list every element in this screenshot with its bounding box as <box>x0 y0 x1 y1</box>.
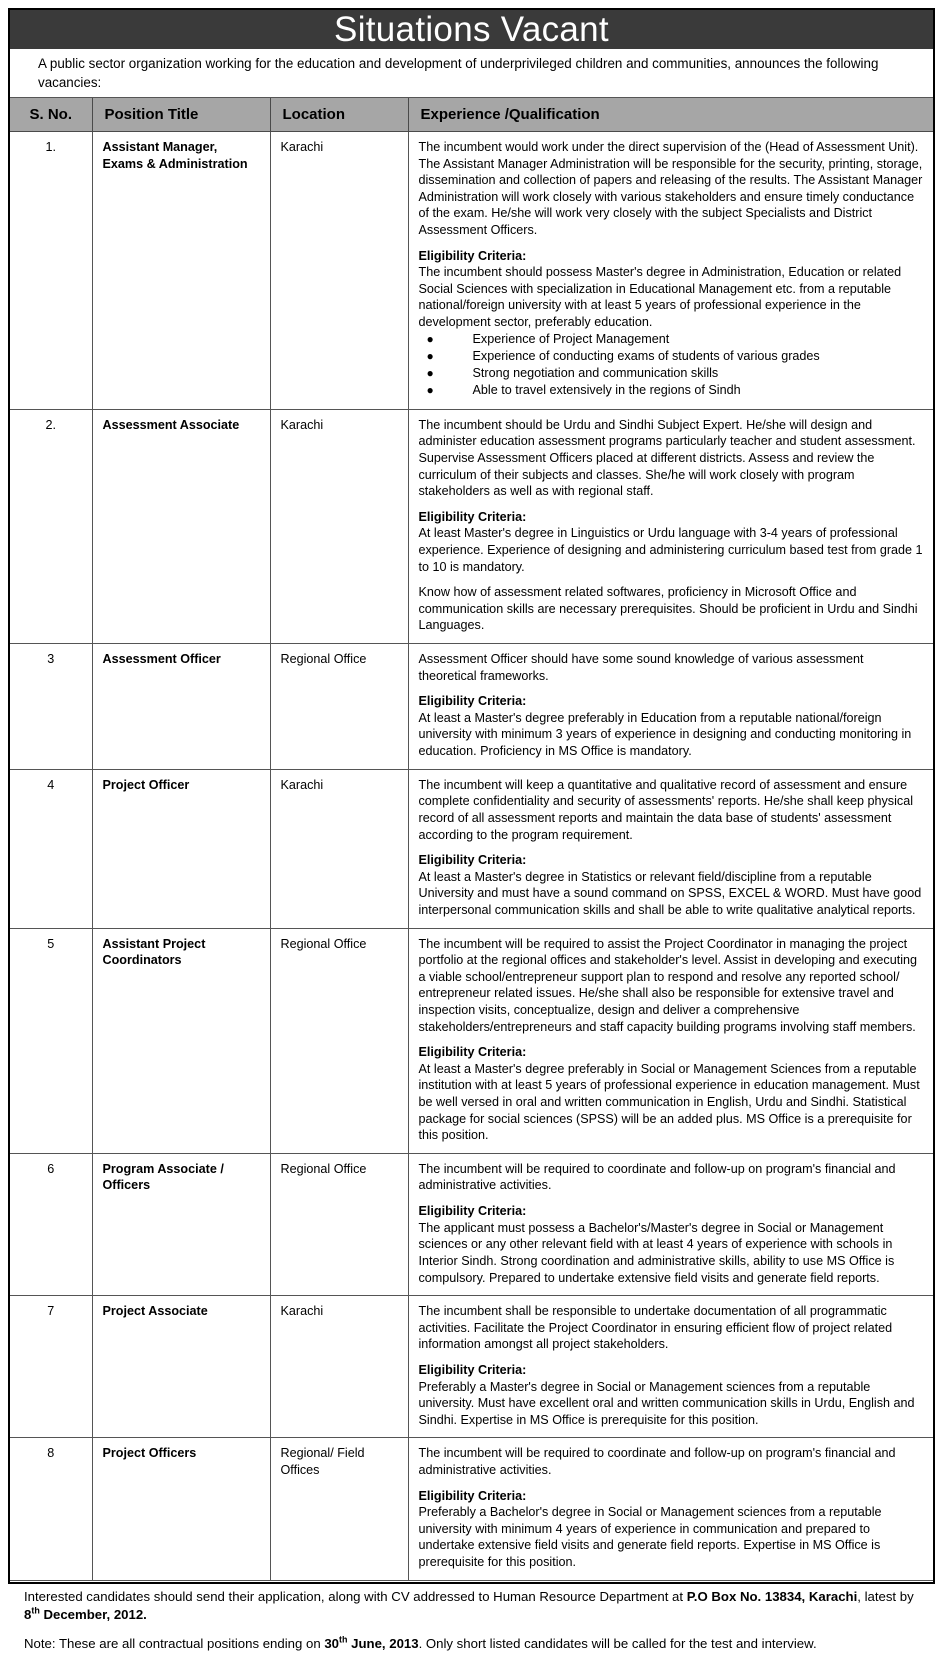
cell-experience-qualification <box>408 644 933 770</box>
eligibility-heading: Eligibility Criteria: <box>418 1045 527 1060</box>
list-item <box>419 365 924 382</box>
cell-position-title: Assessment Associate <box>92 409 270 643</box>
cell-sno: 3 <box>10 644 92 770</box>
job-description: The incumbent will be required to coordinate and follow-up on program's financial and administrative activities. <box>418 1446 896 1477</box>
eligibility-text: At least Master's degree in Linguistics or Urdu language with 3-4 years of professional experience. Experience of designing and administering curriculum based test from grade 1 to 10 is mandatory. <box>418 526 923 574</box>
po-box-address: P.O Box No. 13834, Karachi <box>686 1588 858 1604</box>
cell-position-title: Assistant Project Coordinators <box>92 928 270 1153</box>
list-item-label: Experience of Project Management <box>472 331 670 346</box>
note-suffix: . Only short listed candidates will be called for the test and interview. <box>418 1635 817 1651</box>
cell-sno: 2. <box>10 409 92 643</box>
cell-experience-qualification <box>408 409 933 643</box>
bullet-icon: ● <box>426 348 434 363</box>
eligibility-text: The incumbent should possess Master's degree in Administration, Education or related Social Sciences with specialization in Educational Management etc. from a reputable national/foreign university with at least 5 years of professional experience in the development sector, preferably education. <box>418 265 902 330</box>
bullet-icon: ● <box>426 383 434 398</box>
eligibility-heading: Eligibility Criteria: <box>418 509 527 524</box>
list-item-label: Strong negotiation and communication skills <box>472 366 719 381</box>
cell-position-title: Assistant Manager, Exams & Administration <box>92 132 270 410</box>
vacancies-table <box>10 98 933 1581</box>
cell-sno: 5 <box>10 928 92 1153</box>
title-banner <box>10 10 933 49</box>
eligibility-heading: Eligibility Criteria: <box>418 1362 527 1377</box>
cell-sno: 1. <box>10 132 92 410</box>
application-mid: , latest by <box>857 1588 914 1604</box>
eligibility-block <box>419 248 924 331</box>
cell-location: Karachi <box>270 769 408 928</box>
cell-position-title: Assessment Officer <box>92 644 270 770</box>
eligibility-text: Preferably a Bachelor's degree in Social or Management sciences from a reputable university with minimum 4 years of experience in communication and prepared to undertake extensive field visits and generate field reports. Expertise in MS Office is prerequisite for this position. <box>418 1505 882 1570</box>
note-prefix: Note: These are all contractual positions ending on <box>24 1635 325 1651</box>
intro-paragraph: A public sector organization working for the education and development of underprivileged children and communities, announces the following vacancies: <box>10 49 933 98</box>
eligibility-heading: Eligibility Criteria: <box>418 1488 527 1503</box>
list-item <box>419 348 924 365</box>
cell-sno: 7 <box>10 1296 92 1438</box>
table-row <box>10 1296 933 1438</box>
eligibility-block <box>419 1362 924 1428</box>
list-item <box>419 331 924 348</box>
table-row <box>10 1153 933 1295</box>
cell-position-title: Project Officers <box>92 1438 270 1580</box>
eligibility-text: Preferably a Master's degree in Social or Management sciences from a reputable university. Must have excellent oral and written communication skills in Urdu, English and Sindhi. Expertise in MS Office is prerequisite for this position. <box>418 1379 915 1427</box>
job-description: The incumbent shall be responsible to undertake documentation of all programmatic activities. Facilitate the Project Coordinator in ensuring efficient flow of project related information amongst all project stakeholders. <box>418 1304 893 1352</box>
job-description: The incumbent would work under the direct supervision of the (Head of Assessment Unit). The Assistant Manager Administration will be responsible for the security, printing, storage, dissemination and collection of papers and releasing of the results. The Assistant Manager Administration will work closely with various stakeholders and ensure timely conductance of the exam. He/she will work very closely with the subject Specialists and District Assessment Officers. <box>418 140 923 238</box>
bullet-icon: ● <box>426 331 434 346</box>
contract-note <box>24 1635 919 1653</box>
contract-end-date <box>324 1636 418 1651</box>
eligibility-block <box>419 1203 924 1286</box>
column-header-sno: S. No. <box>10 98 92 132</box>
job-description: The incumbent should be Urdu and Sindhi Subject Expert. He/she will design and administer education assessment programs particularly teacher and student assessment. Supervise Assessment Officers placed at different districts. Assess and review the curriculum of their subjects and classes. She/he will work closely with program stakeholders as well as with regional staff. <box>418 417 916 499</box>
table-row <box>10 1438 933 1580</box>
cell-experience-qualification <box>408 132 933 410</box>
job-description: The incumbent will be required to assist the Project Coordinator in managing the project portfolio at the regional offices and stakeholder's level. Assist in developing and executing a viable school/entrepreneur support plan to respond and resolve any reported school/ entrepreneur related issues. He/she shall also be responsible for extensive travel and inspection visits, conceptualize, design and deliver a comprehensive stakeholders/entrepreneurs and staff capacity building programs involving staff members. <box>418 936 918 1034</box>
deadline-rest: December, 2012. <box>39 1607 147 1623</box>
advertisement-frame <box>8 8 935 1651</box>
cell-location: Regional/ Field Offices <box>270 1438 408 1580</box>
table-row <box>10 132 933 410</box>
deadline-ordinal: th <box>31 1605 40 1616</box>
cell-position-title: Program Associate / Officers <box>92 1153 270 1295</box>
job-description: The incumbent will be required to coordinate and follow-up on program's financial and administrative activities. <box>418 1161 896 1193</box>
application-instructions <box>24 1588 919 1625</box>
deadline-date <box>24 1607 147 1622</box>
eligibility-block <box>419 509 924 575</box>
eligibility-text: At least a Master's degree preferably in Social or Management Sciences from a reputable institution with at least 5 years of professional experience in education management. Must be well versed in oral and written communication in English, Urdu and Sindhi. Statistical package for social sciences (SPSS) will be an added plus. MS Office is a prerequisite for this position. <box>418 1061 920 1143</box>
list-item-label: Able to travel extensively in the regions of Sindh <box>472 383 741 398</box>
eligibility-text: At least a Master's degree preferably in Education from a reputable national/foreign university with minimum 3 years of experience in designing and conducting monitoring in education. Proficiency in MS Office is mandatory. <box>418 710 912 759</box>
deadline-day: 8 <box>24 1607 32 1623</box>
cell-experience-qualification <box>408 1153 933 1295</box>
cell-location: Regional Office <box>270 1153 408 1295</box>
cell-sno: 8 <box>10 1438 92 1580</box>
eligibility-block <box>419 1044 924 1144</box>
cell-sno: 4 <box>10 769 92 928</box>
table-row <box>10 928 933 1153</box>
table-header <box>10 98 933 132</box>
table-row <box>10 409 933 643</box>
list-item-label: Experience of conducting exams of students of various grades <box>472 348 820 363</box>
cell-experience-qualification <box>408 1296 933 1438</box>
end-rest: June, 2013 <box>347 1635 419 1651</box>
table-row <box>10 769 933 928</box>
cell-location: Karachi <box>270 409 408 643</box>
eligibility-text: At least a Master's degree in Statistics or relevant field/discipline from a reputable University and must have a sound command on SPSS, EXCEL & WORD. Must have good interpersonal communication skills and shall be able to write qualitative analytical reports. <box>418 869 922 917</box>
end-ordinal: th <box>339 1634 348 1645</box>
requirements-list <box>419 331 924 400</box>
table-row <box>10 644 933 770</box>
eligibility-block <box>419 693 924 759</box>
cell-position-title: Project Officer <box>92 769 270 928</box>
cell-sno: 6 <box>10 1153 92 1295</box>
cell-location: Regional Office <box>270 644 408 770</box>
footer-notes <box>10 1581 933 1661</box>
eligibility-heading: Eligibility Criteria: <box>418 248 527 263</box>
cell-experience-qualification <box>408 1438 933 1580</box>
bullet-icon: ● <box>426 366 434 381</box>
cell-position-title: Project Associate <box>92 1296 270 1438</box>
table-header-row <box>10 98 933 132</box>
cell-experience-qualification <box>408 769 933 928</box>
additional-requirements: Know how of assessment related softwares, proficiency in Microsoft Office and communication skills are necessary prerequisites. Should be proficient in Urdu and Sindhi Languages. <box>418 585 918 633</box>
application-prefix: Interested candidates should send their application, along with CV addressed to Human Resource Department at <box>24 1588 687 1604</box>
cell-experience-qualification <box>408 928 933 1153</box>
cell-location: Karachi <box>270 1296 408 1438</box>
column-header-experience: Experience /Qualification <box>408 98 933 132</box>
cell-location: Karachi <box>270 132 408 410</box>
column-header-location: Location <box>270 98 408 132</box>
eligibility-heading: Eligibility Criteria: <box>418 1204 527 1219</box>
table-body <box>10 132 933 1581</box>
eligibility-block <box>419 1488 924 1571</box>
cell-location: Regional Office <box>270 928 408 1153</box>
end-day: 30 <box>324 1635 339 1651</box>
eligibility-text: The applicant must possess a Bachelor's/Master's degree in Social or Management sciences or any other relevant field with at least 4 years of experience with schools in Interior Sindh. Strong coordination and administrative skills, ability to use MS Office is compulsory. Prepared to undertake extensive field visits and generate field reports. <box>418 1220 895 1285</box>
eligibility-heading: Eligibility Criteria: <box>418 694 527 709</box>
page-title: Situations Vacant <box>334 10 609 49</box>
eligibility-heading: Eligibility Criteria: <box>418 853 527 868</box>
list-item <box>419 382 924 399</box>
job-description: Assessment Officer should have some sound knowledge of various assessment theoretical frameworks. <box>418 652 864 683</box>
column-header-position: Position Title <box>92 98 270 132</box>
eligibility-block <box>419 852 924 918</box>
job-description: The incumbent will keep a quantitative and qualitative record of assessment and ensure complete confidentiality and security of assessments' reports. He/she shall keep physical record of all assessment reports and maintain the data base of students' assessment according to the program requirement. <box>418 777 914 842</box>
